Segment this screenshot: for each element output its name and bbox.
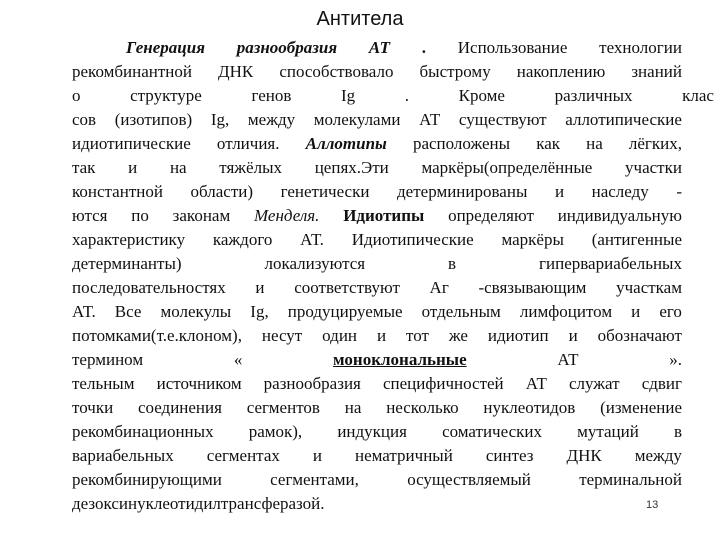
word: идиотип [487,326,549,345]
word: - [676,182,682,201]
word: потомками(т.е.клоном), [72,326,242,345]
word: соматических [442,422,542,441]
word: на [344,398,362,417]
word: тельным [72,374,135,393]
text-line [126,36,682,60]
word: отдельным [421,302,501,321]
word: лёгких, [628,134,682,153]
word: цепях.Эти [314,158,389,177]
word: детерминированы [397,182,528,201]
word: (изотипов) [114,110,193,129]
word: быстрому [419,62,491,81]
text-line [72,84,714,108]
word: сегментами, [270,470,359,489]
word: . [421,38,426,57]
word: сдвиг [641,374,682,393]
word: клас [682,86,714,105]
word: определяют [448,206,534,225]
word: на [169,158,187,177]
word: АТ [525,374,547,393]
word: точки [72,398,114,417]
word: обозначают [597,326,682,345]
word: и [568,326,578,345]
word: накоплению [516,62,606,81]
word: нематричный [355,446,453,465]
word: локализуются [264,254,366,273]
word: источником [156,374,242,393]
word: молекулами [313,110,401,129]
word: один [322,326,358,345]
word: области) [190,182,254,201]
word: лимфоцитом [519,302,613,321]
text-line [72,132,682,156]
word: между [634,446,682,465]
word: маркёры(определённые [421,158,593,177]
word: его [659,302,682,321]
word: в [673,422,682,441]
word: АТ. [300,230,324,249]
word: генов [251,86,292,105]
word: существуют [458,110,547,129]
word: Аллотипы [305,134,387,153]
text-line [72,300,682,324]
word: же [448,326,468,345]
word: несут [261,326,303,345]
word: генетически [280,182,370,201]
word: и [255,278,265,297]
word: сов [72,110,97,129]
word: моноклональные [333,350,467,369]
word: как [536,134,560,153]
word: индивидуальную [557,206,682,225]
slide-title: Антитела [316,8,404,30]
word: АТ [557,350,579,369]
word: ». [669,350,682,369]
word: АТ [419,110,441,129]
word: и [376,326,387,345]
word: АТ [368,38,390,57]
word: отличия. [216,134,280,153]
word: разнообразия [236,38,338,57]
word: Ig, [250,302,269,321]
word: сегментов [246,398,320,417]
word: молекулы [160,302,232,321]
word: вариабельных [72,446,174,465]
word: соединения [137,398,222,417]
word: и [128,158,138,177]
word: Ig [341,86,356,105]
word: рекомбинационных [72,422,214,441]
text-line [72,372,682,396]
word: и [631,302,641,321]
word: нуклеотидов [483,398,576,417]
word: способствовало [279,62,394,81]
text-line [72,348,682,372]
word: знаний [631,62,682,81]
text-line [72,276,682,300]
text-line [72,492,682,516]
word: АТ. [72,302,96,321]
word: синтез [485,446,534,465]
word: о [72,86,81,105]
word: тот [406,326,429,345]
word: продуцируемые [287,302,403,321]
word: последовательностях [72,278,226,297]
word: в [448,254,457,273]
word: аллотипические [565,110,682,129]
text-line [72,324,682,348]
text-line [72,396,682,420]
word: индукция [337,422,407,441]
word: расположены [412,134,511,153]
word: несколько [386,398,459,417]
word: терминальной [579,470,682,489]
word: маркёры [501,230,564,249]
text-line [72,108,682,132]
word: и [312,446,322,465]
word: законам [172,206,231,225]
word: Менделя. [254,206,320,225]
word: Идиотипические [351,230,474,249]
word: сегментах [206,446,280,465]
word: соответствуют [294,278,400,297]
text-line [72,204,682,228]
text-line [72,60,682,84]
text-line [72,468,682,492]
word: различных [554,86,633,105]
word: (изменение [600,398,682,417]
word: (антигенные [591,230,682,249]
word: и [554,182,565,201]
word: тяжёлых [219,158,283,177]
word: участкам [616,278,682,297]
page-number: 13 [646,499,659,511]
word: служат [569,374,620,393]
word: детерминанты) [72,254,182,273]
text-line [72,444,682,468]
word: рекомбинантной [72,62,192,81]
word: характеристику [72,230,186,249]
word: Использование [457,38,568,57]
text-line [72,156,682,180]
word: мутаций [577,422,639,441]
word: наследу [591,182,649,201]
text-line [72,420,682,444]
word: « [233,350,243,369]
text-line [72,180,682,204]
word: ДНК [566,446,602,465]
word: рекомбинирующими [72,470,222,489]
word: рамок), [248,422,303,441]
word: ются [72,206,108,225]
word: структуре [130,86,202,105]
word: Генерация [126,38,205,57]
word: Кроме [458,86,505,105]
text-line [72,252,682,276]
word: гипервариабельных [539,254,682,273]
word: ДНК [218,62,254,81]
word: участки [625,158,682,177]
word: дезоксинуклеотидилтрансферазой. [72,494,325,513]
word: технологии [599,38,682,57]
word: осуществляемый [407,470,531,489]
word: Аг [429,278,449,297]
word: так [72,158,96,177]
word: специфичностей [382,374,504,393]
word: Все [114,302,142,321]
word: на [586,134,603,153]
word: Ig, [210,110,230,129]
word: термином [72,350,144,369]
word: -связывающим [478,278,587,297]
word: Идиотипы [343,206,425,225]
word: каждого [212,230,273,249]
word: константной [72,182,163,201]
text-line [72,228,682,252]
word: разнообразия [263,374,361,393]
word: . [404,86,410,105]
word: по [131,206,149,225]
word: между [247,110,296,129]
word: идиотипические [72,134,191,153]
